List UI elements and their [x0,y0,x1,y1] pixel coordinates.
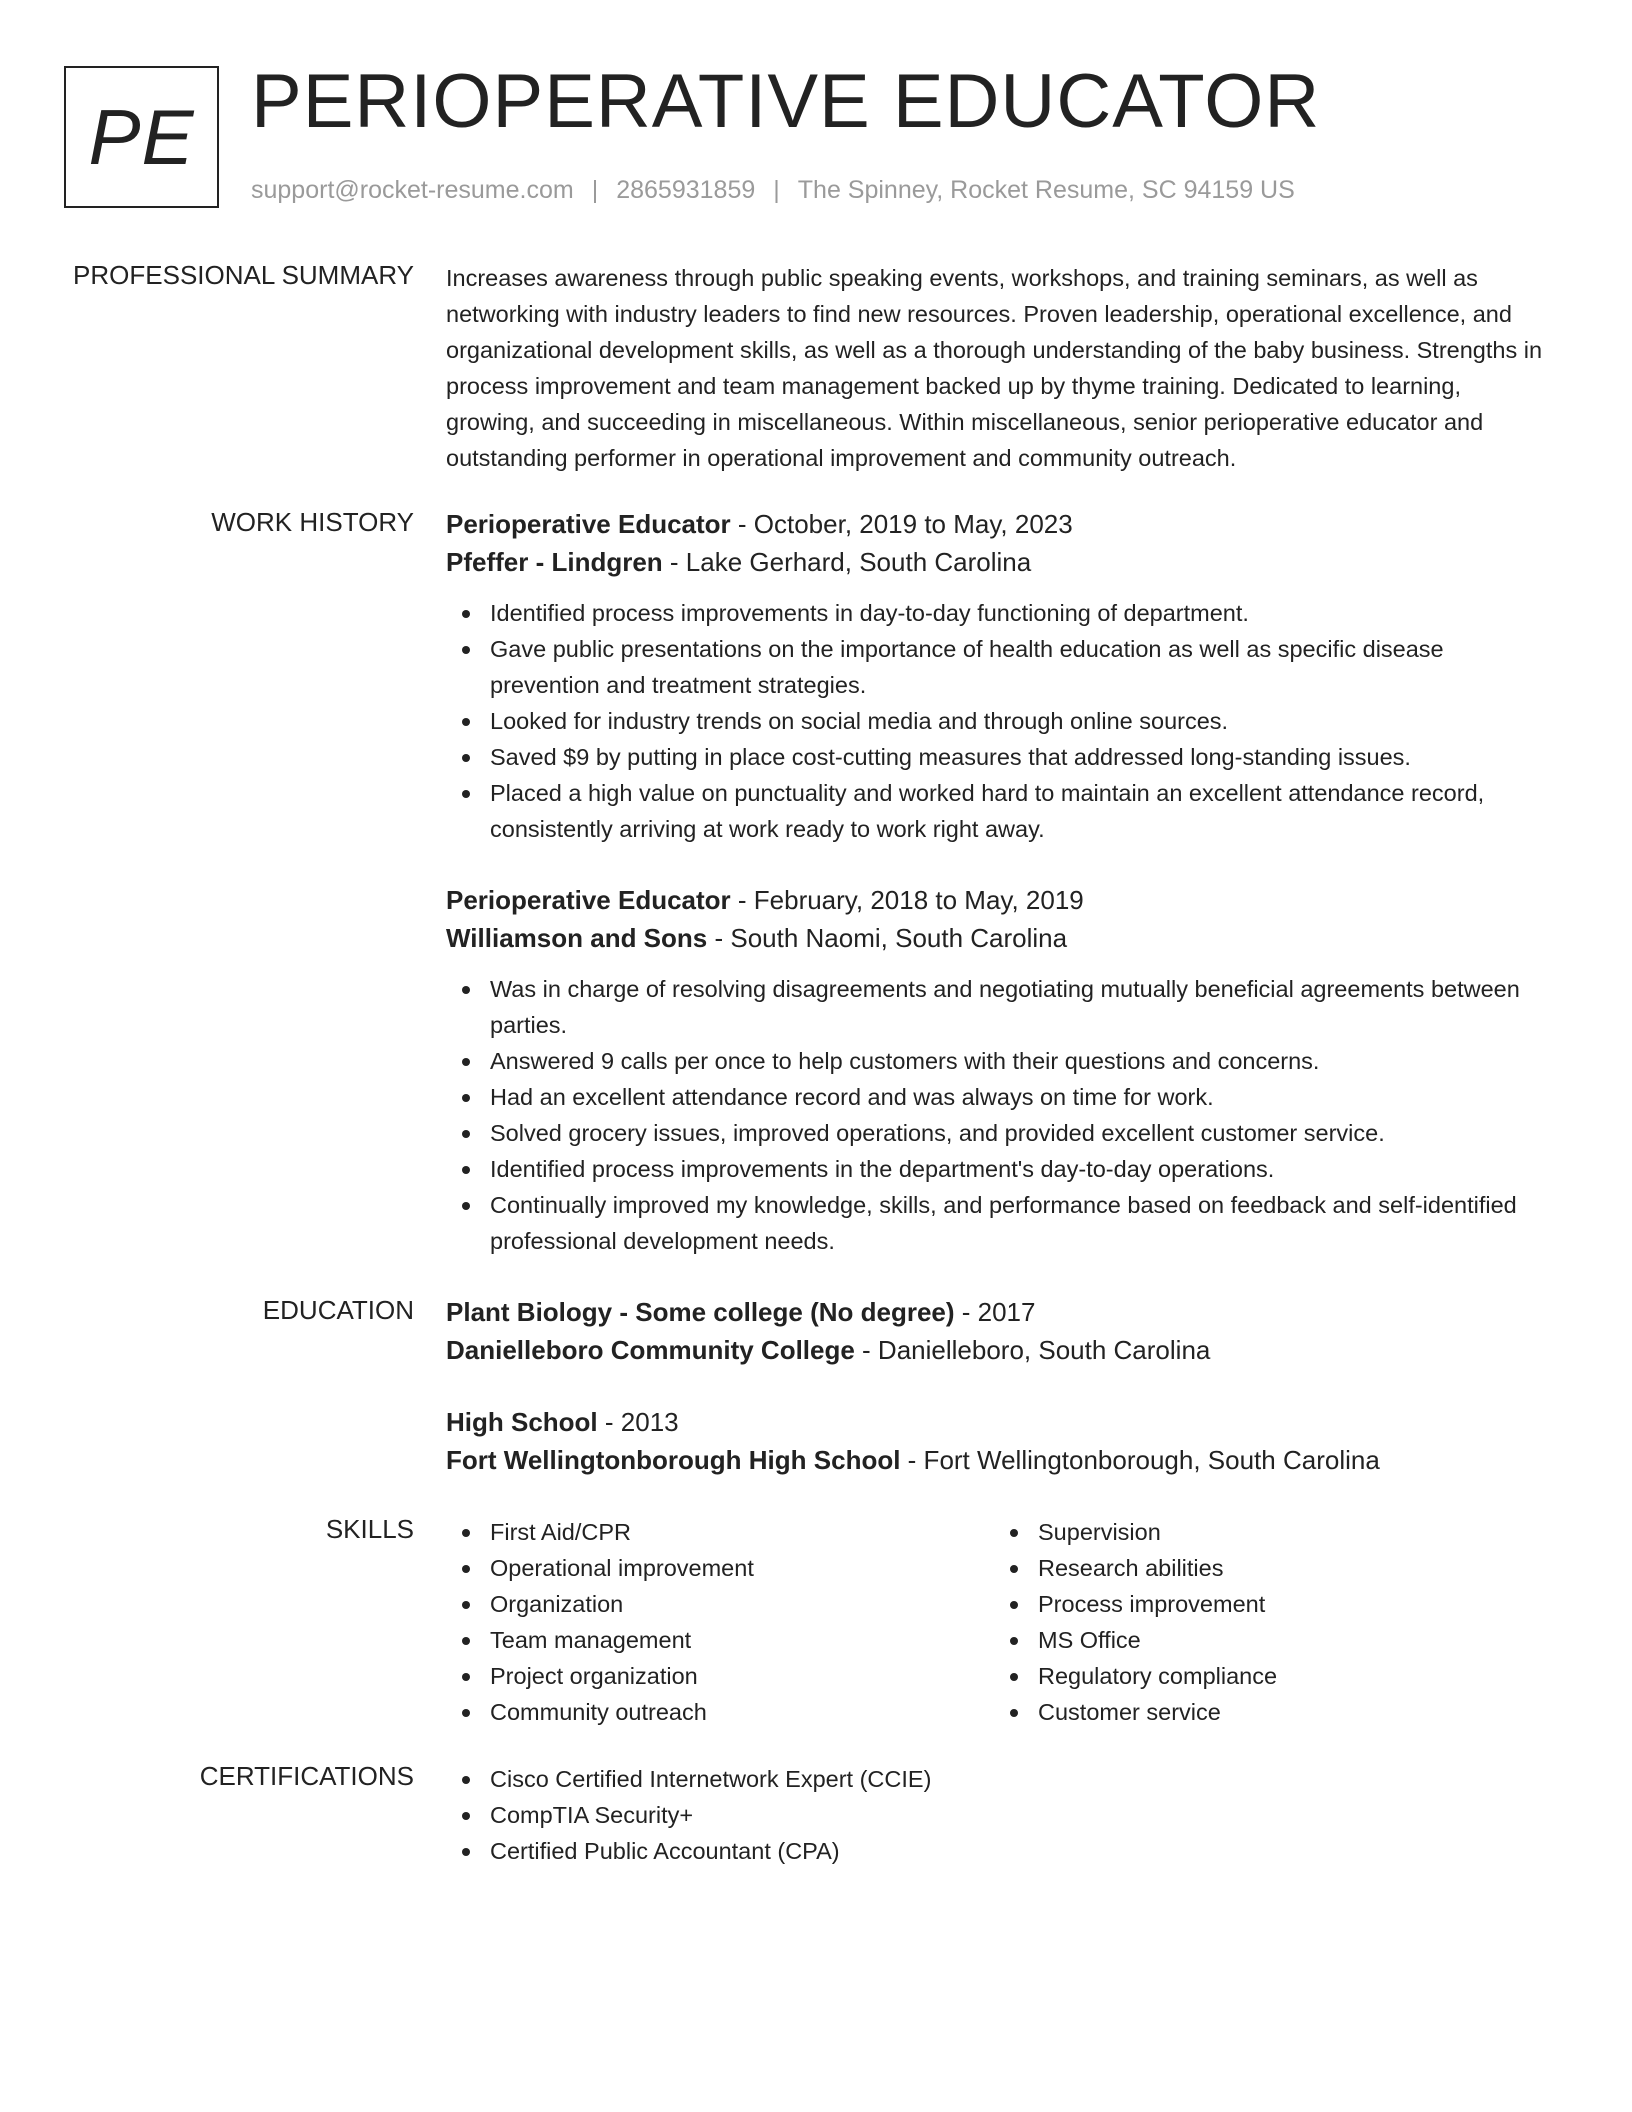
contact-phone[interactable]: 2865931859 [616,176,756,204]
certifications-heading: CERTIFICATIONS [199,1761,414,1791]
contact-line [251,176,1295,205]
job-title: Perioperative Educator [446,509,731,539]
list-item: Identified process improvements in the department's day-to-day operations. [446,1151,1556,1187]
school: Danielleboro Community College [446,1335,855,1365]
list-item: Saved $9 by putting in place cost-cutting measures that addressed long-standing issues. [446,739,1556,775]
skill-item: Research abilities [994,1550,1542,1586]
list-item: Continually improved my knowledge, skills, and performance based on feedback and self-identified professional development needs. [446,1187,1556,1259]
certification-bullets [446,1761,1556,1869]
job-company-line [446,919,1556,957]
education-heading: EDUCATION [262,1295,414,1325]
skill-item: Process improvement [994,1586,1542,1622]
certification-item: Certified Public Accountant (CPA) [446,1833,1556,1869]
skills-heading: SKILLS [325,1514,414,1544]
degree-year: - 2013 [597,1407,679,1437]
skill-item: Project organization [446,1658,994,1694]
work-history-heading: WORK HISTORY [211,507,414,537]
school-line [446,1331,1556,1369]
summary-text: Increases awareness through public speaking events, workshops, and training seminars, as well as networking with industry leaders to find new resources. Proven leadership, operational excellence, and organizational development skills, as well as a thorough understanding of the baby business. Strengths in process improvement and team management backed up by thyme training. Dedicated to learning, growing, and succeeding in miscellaneous. Within miscellaneous, senior perioperative educator and outstanding performer in operational improvement and community outreach. [446,265,1543,471]
list-item: Gave public presentations on the importance of health education as well as specific disease prevention and treatment strategies. [446,631,1556,703]
job-title-line [446,505,1556,543]
summary-heading: PROFESSIONAL SUMMARY [73,260,414,290]
contact-separator: | [773,176,780,204]
job-location: - Lake Gerhard, South Carolina [662,547,1032,577]
skill-item: Team management [446,1622,994,1658]
job-bullets [446,971,1556,1259]
work-history-list [446,505,1556,1259]
degree: High School [446,1407,598,1437]
job-dates: - February, 2018 to May, 2019 [730,885,1084,915]
education-list [446,1293,1556,1479]
skill-item: Supervision [994,1514,1542,1550]
job-bullets [446,595,1556,847]
list-item: Was in charge of resolving disagreements and negotiating mutually beneficial agreements between parties. [446,971,1556,1043]
skill-item: Operational improvement [446,1550,994,1586]
skill-item: Organization [446,1586,994,1622]
skill-item: Community outreach [446,1694,994,1730]
school-location: - Fort Wellingtonborough, South Carolina [900,1445,1380,1475]
school-line [446,1441,1556,1479]
job-entry [446,881,1556,1259]
monogram-logo: PE [64,66,219,208]
list-item: Placed a high value on punctuality and worked hard to maintain an excellent attendance record, consistently arriving at work ready to work right away. [446,775,1556,847]
job-title: Perioperative Educator [446,885,731,915]
certification-item: CompTIA Security+ [446,1797,1556,1833]
school-location: - Danielleboro, South Carolina [854,1335,1211,1365]
skills-list-right [994,1514,1542,1730]
skill-item: Regulatory compliance [994,1658,1542,1694]
list-item: Solved grocery issues, improved operations, and provided excellent customer service. [446,1115,1556,1151]
job-company-line [446,543,1556,581]
degree-line [446,1293,1556,1331]
degree: Plant Biology - Some college (No degree) [446,1297,955,1327]
degree-year: - 2017 [954,1297,1036,1327]
list-item: Looked for industry trends on social media and through online sources. [446,703,1556,739]
education-entry [446,1293,1556,1369]
contact-separator: | [591,176,599,204]
contact-address: The Spinney, Rocket Resume, SC 94159 US [797,176,1295,204]
list-item: Answered 9 calls per once to help customers with their questions and concerns. [446,1043,1556,1079]
job-dates: - October, 2019 to May, 2023 [730,509,1073,539]
job-entry [446,505,1556,847]
job-company: Pfeffer - Lindgren [446,547,663,577]
resume-title: PERIOPERATIVE EDUCATOR [251,59,1321,144]
skills-columns [446,1514,1556,1730]
job-location: - South Naomi, South Carolina [707,923,1068,953]
degree-line [446,1403,1556,1441]
skill-item: First Aid/CPR [446,1514,994,1550]
job-company: Williamson and Sons [446,923,708,953]
certifications-list [446,1761,1556,1869]
skills-list-left [446,1514,994,1730]
education-entry [446,1403,1556,1479]
school: Fort Wellingtonborough High School [446,1445,901,1475]
list-item: Had an excellent attendance record and was always on time for work. [446,1079,1556,1115]
list-item: Identified process improvements in day-to-day functioning of department. [446,595,1556,631]
job-title-line [446,881,1556,919]
skill-item: Customer service [994,1694,1542,1730]
skill-item: MS Office [994,1622,1542,1658]
contact-email[interactable]: support@rocket-resume.com [251,176,574,204]
certification-item: Cisco Certified Internetwork Expert (CCIE) [446,1761,1556,1797]
